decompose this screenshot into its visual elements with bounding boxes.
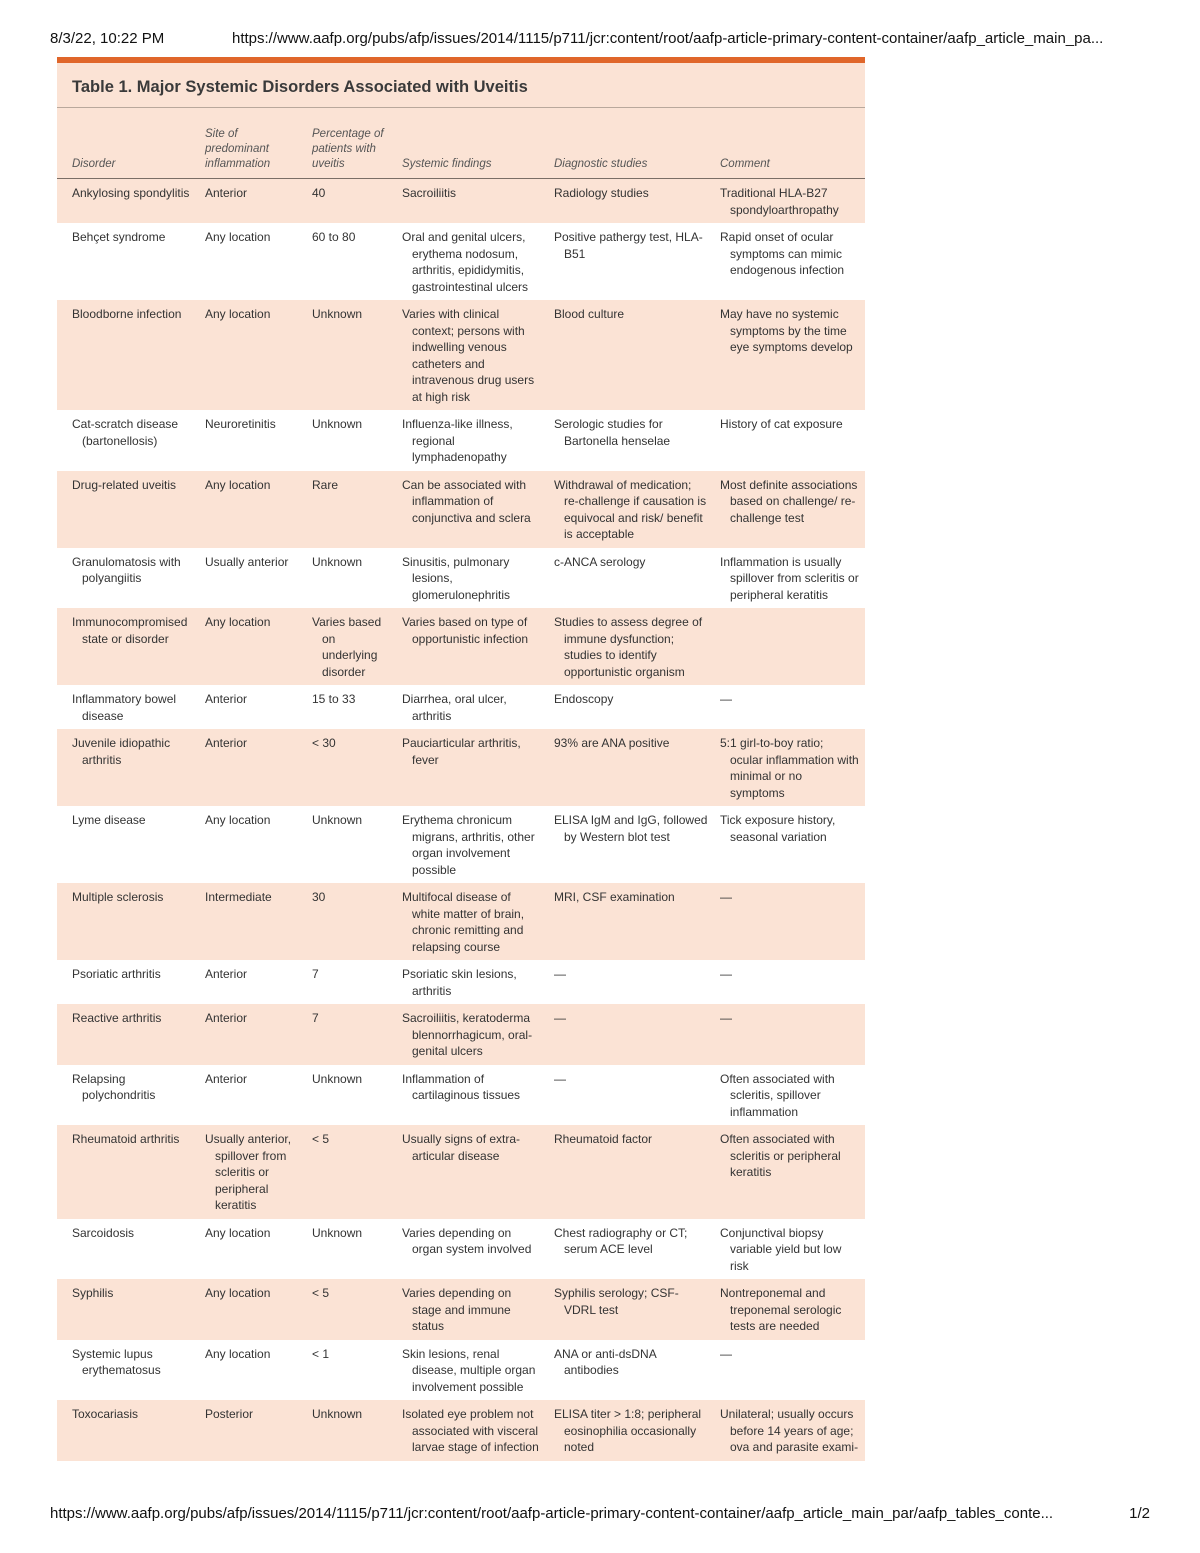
cell-diagnostic-studies [548, 729, 714, 806]
cell-text: < 5 [312, 1286, 330, 1300]
cell-text: Anterior [205, 1071, 248, 1086]
cell-systemic-findings [396, 960, 548, 1004]
cell-text: Varies depending on organ system involved [402, 1225, 532, 1256]
cell-percentage [306, 729, 396, 806]
cell-percentage [306, 1219, 396, 1280]
cell-text: Positive pathergy test, HLA-B51 [554, 230, 703, 261]
cell-site [199, 960, 306, 1004]
cell-text: 7 [312, 1011, 319, 1025]
cell-systemic-findings [396, 223, 548, 300]
cell-text: Any location [205, 1346, 271, 1361]
cell-text: Radiology studies [554, 186, 649, 200]
cell-percentage [306, 608, 396, 685]
cell-text: Any location [205, 477, 271, 492]
cell-disorder [57, 410, 199, 471]
cell-text: History of cat exposure [720, 417, 843, 431]
cell-text: Posterior [205, 1407, 254, 1421]
cell-percentage [306, 179, 396, 224]
cell-text: Any location [205, 230, 271, 244]
cell-text: Pauciarticular arthritis, fever [402, 736, 521, 767]
cell-text: Systemic lupus erythematosus [72, 1346, 161, 1377]
cell-comment [714, 410, 865, 471]
print-header-url: https://www.aafp.org/pubs/afp/issues/2014/1115/p711/jcr:content/root/aafp-article-primary-content-container/aafp_article_main_pa... [232, 30, 1104, 47]
cell-systemic-findings [396, 1400, 548, 1461]
cell-disorder [57, 1279, 199, 1340]
cell-text: 7 [312, 967, 319, 981]
cell-text: Influenza-like illness, regional lymphadenopathy [402, 417, 513, 464]
cell-text: — [720, 890, 732, 904]
cell-text: c-ANCA serology [554, 554, 646, 569]
cell-text: Studies to assess degree of immune dysfunction; studies to identify opportunistic organism [554, 615, 703, 679]
cell-diagnostic-studies [548, 608, 714, 685]
cell-diagnostic-studies [548, 300, 714, 410]
cell-text: Can be associated with inflammation of conjunctiva and sclera [402, 477, 531, 525]
cell-text: — [554, 1071, 566, 1086]
cell-text: Lyme disease [72, 813, 146, 827]
cell-percentage [306, 883, 396, 960]
table-row [57, 1340, 865, 1401]
cell-text: Any location [205, 1225, 271, 1240]
cell-text: Syphilis [72, 1286, 114, 1300]
cell-text: Psoriatic skin lesions, arthritis [402, 967, 517, 998]
cell-comment [714, 548, 865, 609]
cell-text: Traditional HLA-B27 spondyloarthropathy [720, 186, 839, 217]
cell-percentage [306, 1400, 396, 1461]
uveitis-table-figure [57, 57, 865, 1500]
cell-text: Syphilis serology; CSF-VDRL test [554, 1286, 679, 1317]
cell-comment [714, 471, 865, 548]
cell-site [199, 1279, 306, 1340]
cell-text: Any location [205, 1286, 271, 1300]
cell-diagnostic-studies [548, 1004, 714, 1065]
cell-systemic-findings [396, 300, 548, 410]
table-title: Table 1. Major Systemic Disorders Associated with Uveitis [57, 63, 865, 108]
cell-text: Any location [205, 307, 271, 321]
table-row [57, 410, 865, 471]
cell-text: Diarrhea, oral ulcer, arthritis [402, 692, 507, 723]
table-row [57, 806, 865, 883]
cell-percentage [306, 471, 396, 548]
table-row [57, 1065, 865, 1126]
cell-comment [714, 1400, 865, 1461]
cell-text: Unknown [312, 813, 363, 827]
cell-disorder [57, 223, 199, 300]
cell-text: ELISA titer > 1:8; peripheral eosinophilia occasionally noted [554, 1407, 702, 1454]
header-site: Site of predominant inflammation [199, 108, 306, 179]
cell-text: Sacroiliitis [402, 186, 457, 200]
cell-text: Reactive arthritis [72, 1011, 162, 1025]
cell-text: Intermediate [205, 890, 272, 904]
cell-systemic-findings [396, 548, 548, 609]
table-row [57, 960, 865, 1004]
cell-text: Granulomatosis with polyangiitis [72, 554, 181, 585]
cell-text: Anterior [205, 736, 248, 750]
cell-text: — [720, 692, 732, 706]
cell-text: Skin lesions, renal disease, multiple organ involvement possible [402, 1346, 536, 1394]
disorders-table [57, 108, 865, 1461]
cell-diagnostic-studies [548, 1065, 714, 1126]
cell-site [199, 1125, 306, 1219]
cell-disorder [57, 729, 199, 806]
cell-comment [714, 1340, 865, 1401]
cell-text: — [720, 1346, 732, 1361]
cell-systemic-findings [396, 471, 548, 548]
cell-site [199, 608, 306, 685]
cell-percentage [306, 223, 396, 300]
cell-percentage [306, 960, 396, 1004]
cell-text: Often associated with scleritis, spillover inflammation [720, 1071, 835, 1119]
cell-text: Anterior [205, 967, 248, 981]
cell-text: Sarcoidosis [72, 1225, 135, 1240]
table-row [57, 471, 865, 548]
cell-comment [714, 223, 865, 300]
cell-text: < 1 [312, 1346, 330, 1361]
cell-disorder [57, 548, 199, 609]
cell-diagnostic-studies [548, 1219, 714, 1280]
cell-percentage [306, 1279, 396, 1340]
cell-site [199, 179, 306, 224]
cell-text: Anterior [205, 186, 248, 200]
cell-text: Often associated with scleritis or peripheral keratitis [720, 1132, 841, 1179]
cell-systemic-findings [396, 1065, 548, 1126]
cell-disorder [57, 1219, 199, 1280]
cell-text: Rapid onset of ocular symptoms can mimic endogenous infection [720, 230, 845, 277]
cell-text: Rheumatoid factor [554, 1132, 653, 1146]
table-row [57, 300, 865, 410]
cell-systemic-findings [396, 883, 548, 960]
cell-comment [714, 1125, 865, 1219]
cell-systemic-findings [396, 1219, 548, 1280]
cell-diagnostic-studies [548, 1340, 714, 1401]
table-body [57, 179, 865, 1461]
cell-diagnostic-studies [548, 410, 714, 471]
cell-systemic-findings [396, 410, 548, 471]
cell-systemic-findings [396, 729, 548, 806]
cell-text: Usually anterior [205, 554, 289, 569]
page-number: 1/2 [1129, 1505, 1150, 1522]
cell-site [199, 883, 306, 960]
header-comment: Comment [714, 108, 865, 179]
cell-percentage [306, 685, 396, 729]
cell-text: Inflammation of cartilaginous tissues [402, 1071, 521, 1102]
cell-text: Unknown [312, 1071, 363, 1086]
table-row [57, 223, 865, 300]
header-percentage: Percentage of patients with uveitis [306, 108, 396, 179]
cell-text: Chest radiography or CT; serum ACE level [554, 1225, 688, 1256]
cell-disorder [57, 179, 199, 224]
cell-diagnostic-studies [548, 1400, 714, 1461]
cell-diagnostic-studies [548, 179, 714, 224]
cell-text: Varies based on underlying disorder [312, 615, 382, 679]
cell-text: — [720, 1011, 732, 1025]
cell-diagnostic-studies [548, 806, 714, 883]
cell-disorder [57, 300, 199, 410]
cell-disorder [57, 1065, 199, 1126]
cell-comment [714, 806, 865, 883]
print-footer-url: https://www.aafp.org/pubs/afp/issues/2014/1115/p711/jcr:content/root/aafp-article-primary-content-container/aafp_article_main_par/aafp_tables_conte... [50, 1505, 1054, 1522]
cell-text: < 30 [312, 736, 336, 750]
header-diagnostic-studies: Diagnostic studies [548, 108, 714, 179]
cell-diagnostic-studies [548, 883, 714, 960]
print-date: 8/3/22, 10:22 PM [50, 30, 165, 47]
cell-systemic-findings [396, 806, 548, 883]
cell-diagnostic-studies [548, 685, 714, 729]
cell-text: Unknown [312, 1225, 363, 1240]
cell-comment [714, 1219, 865, 1280]
table-row [57, 548, 865, 609]
cell-text: Inflammatory bowel disease [72, 692, 177, 723]
cell-comment [714, 1004, 865, 1065]
cell-percentage [306, 548, 396, 609]
cell-diagnostic-studies [548, 223, 714, 300]
cell-text: — [554, 1011, 566, 1025]
cell-comment [714, 179, 865, 224]
cell-systemic-findings [396, 608, 548, 685]
cell-percentage [306, 410, 396, 471]
cell-text: 93% are ANA positive [554, 736, 670, 750]
cell-text: 30 [312, 890, 326, 904]
cell-percentage [306, 806, 396, 883]
cell-diagnostic-studies [548, 1125, 714, 1219]
cell-text: Withdrawal of medication; re-challenge if causation is equivocal and risk/ benefit is acceptable [554, 477, 707, 541]
cell-site [199, 471, 306, 548]
cell-text: Bloodborne infection [72, 307, 182, 321]
cell-diagnostic-studies [548, 548, 714, 609]
cell-comment [714, 729, 865, 806]
cell-text: Anterior [205, 1011, 248, 1025]
cell-comment [714, 1065, 865, 1126]
table-row [57, 729, 865, 806]
cell-text: Unknown [312, 1407, 363, 1421]
cell-text: Erythema chronicum migrans, arthritis, other organ involvement possible [402, 813, 535, 877]
cell-disorder [57, 608, 199, 685]
cell-systemic-findings [396, 685, 548, 729]
cell-text: < 5 [312, 1132, 330, 1146]
cell-text: Cat-scratch disease (bartonellosis) [72, 417, 179, 448]
cell-text: Relapsing polychondritis [72, 1071, 156, 1102]
cell-text: Varies with clinical context; persons with indwelling venous catheters and intravenous drug users at high risk [402, 307, 535, 404]
cell-disorder [57, 883, 199, 960]
cell-text: Most definite associations based on challenge/ re-challenge test [720, 477, 858, 525]
table-header-row [57, 108, 865, 179]
cell-diagnostic-studies [548, 960, 714, 1004]
cell-text: Drug-related uveitis [72, 477, 177, 492]
cell-text: Isolated eye problem not associated with visceral larvae stage of infection [402, 1407, 539, 1454]
cell-percentage [306, 1004, 396, 1065]
cell-percentage [306, 1125, 396, 1219]
cell-text: MRI, CSF examination [554, 890, 675, 904]
table-row [57, 1279, 865, 1340]
cell-text: Endoscopy [554, 692, 614, 706]
cell-percentage [306, 300, 396, 410]
cell-text: Unilateral; usually occurs before 14 years of age; ova and parasite exami- [720, 1407, 859, 1454]
cell-text: Sacroiliitis, keratoderma blennorrhagicum, oral-genital ulcers [402, 1011, 533, 1058]
cell-disorder [57, 960, 199, 1004]
cell-text: Toxocariasis [72, 1407, 139, 1421]
cell-text: 5:1 girl-to-boy ratio; ocular inflammation with minimal or no symptoms [720, 736, 859, 800]
cell-comment [714, 960, 865, 1004]
cell-disorder [57, 1340, 199, 1401]
cell-systemic-findings [396, 179, 548, 224]
cell-text: Psoriatic arthritis [72, 967, 161, 981]
cell-diagnostic-studies [548, 1279, 714, 1340]
cell-site [199, 1004, 306, 1065]
header-systemic-findings: Systemic findings [396, 108, 548, 179]
cell-site [199, 223, 306, 300]
cell-text: Unknown [312, 554, 363, 569]
cell-text: Ankylosing spondylitis [72, 186, 190, 200]
cell-text: 40 [312, 186, 326, 200]
cell-disorder [57, 685, 199, 729]
cell-comment [714, 608, 865, 685]
cell-text: — [554, 967, 566, 981]
cell-text: Rheumatoid arthritis [72, 1132, 180, 1146]
cell-site [199, 729, 306, 806]
cell-text: Unknown [312, 417, 363, 431]
cell-text: Conjunctival biopsy variable yield but low risk [720, 1225, 842, 1273]
cell-systemic-findings [396, 1125, 548, 1219]
cell-text: 15 to 33 [312, 692, 356, 706]
header-disorder: Disorder [57, 108, 199, 179]
cell-site [199, 685, 306, 729]
cell-text: Usually anterior, spillover from scleritis or peripheral keratitis [205, 1132, 292, 1212]
cell-text: Rare [312, 477, 339, 492]
cell-text: Any location [205, 615, 271, 629]
cell-percentage [306, 1065, 396, 1126]
cell-text: Varies depending on stage and immune status [402, 1286, 512, 1333]
cell-text: Tick exposure history, seasonal variation [720, 813, 836, 844]
cell-site [199, 548, 306, 609]
table-row [57, 1004, 865, 1065]
cell-text: Blood culture [554, 307, 625, 321]
cell-text: Unknown [312, 307, 363, 321]
table-row [57, 685, 865, 729]
table-row [57, 1400, 865, 1461]
table-row [57, 883, 865, 960]
cell-comment [714, 1279, 865, 1340]
cell-text: ANA or anti-dsDNA antibodies [554, 1346, 657, 1377]
cell-disorder [57, 471, 199, 548]
cell-site [199, 806, 306, 883]
cell-text: Multiple sclerosis [72, 890, 164, 904]
cell-disorder [57, 1400, 199, 1461]
cell-text: ELISA IgM and IgG, followed by Western blot test [554, 813, 708, 844]
cell-disorder [57, 806, 199, 883]
cell-systemic-findings [396, 1340, 548, 1401]
table-row [57, 179, 865, 224]
cell-text: Immunocompromised state or disorder [72, 615, 188, 646]
table-row [57, 608, 865, 685]
cell-text: Usually signs of extra-articular disease [402, 1132, 521, 1163]
cell-text: — [720, 967, 732, 981]
cell-systemic-findings [396, 1279, 548, 1340]
cell-text: Oral and genital ulcers, erythema nodosum, arthritis, epididymitis, gastrointestinal ulcers [402, 230, 529, 294]
cell-text: Behçet syndrome [72, 230, 166, 244]
cell-text: Any location [205, 813, 271, 827]
cell-text: Anterior [205, 692, 248, 706]
cell-text: Inflammation is usually spillover from scleritis or peripheral keratitis [720, 554, 859, 602]
cell-text: Nontreponemal and treponemal serologic tests are needed [720, 1286, 842, 1333]
cell-text: 60 to 80 [312, 230, 356, 244]
cell-text: May have no systemic symptoms by the time eye symptoms develop [720, 307, 853, 354]
cell-comment [714, 685, 865, 729]
cell-site [199, 1340, 306, 1401]
cell-site [199, 300, 306, 410]
cell-text: Neuroretinitis [205, 417, 276, 431]
cell-comment [714, 883, 865, 960]
cell-text: Multifocal disease of white matter of brain, chronic remitting and relapsing course [402, 890, 525, 954]
cell-diagnostic-studies [548, 471, 714, 548]
cell-disorder [57, 1125, 199, 1219]
cell-systemic-findings [396, 1004, 548, 1065]
cell-percentage [306, 1340, 396, 1401]
cell-text: Juvenile idiopathic arthritis [72, 736, 171, 767]
cell-site [199, 410, 306, 471]
cell-text: Serologic studies for Bartonella henselae [554, 417, 671, 448]
cell-disorder [57, 1004, 199, 1065]
cell-site [199, 1400, 306, 1461]
cell-site [199, 1065, 306, 1126]
cell-text: Sinusitis, pulmonary lesions, glomerulonephritis [402, 554, 511, 602]
cell-comment [714, 300, 865, 410]
table-row [57, 1125, 865, 1219]
table-row [57, 1219, 865, 1280]
cell-site [199, 1219, 306, 1280]
cell-text: Varies based on type of opportunistic infection [402, 615, 529, 646]
